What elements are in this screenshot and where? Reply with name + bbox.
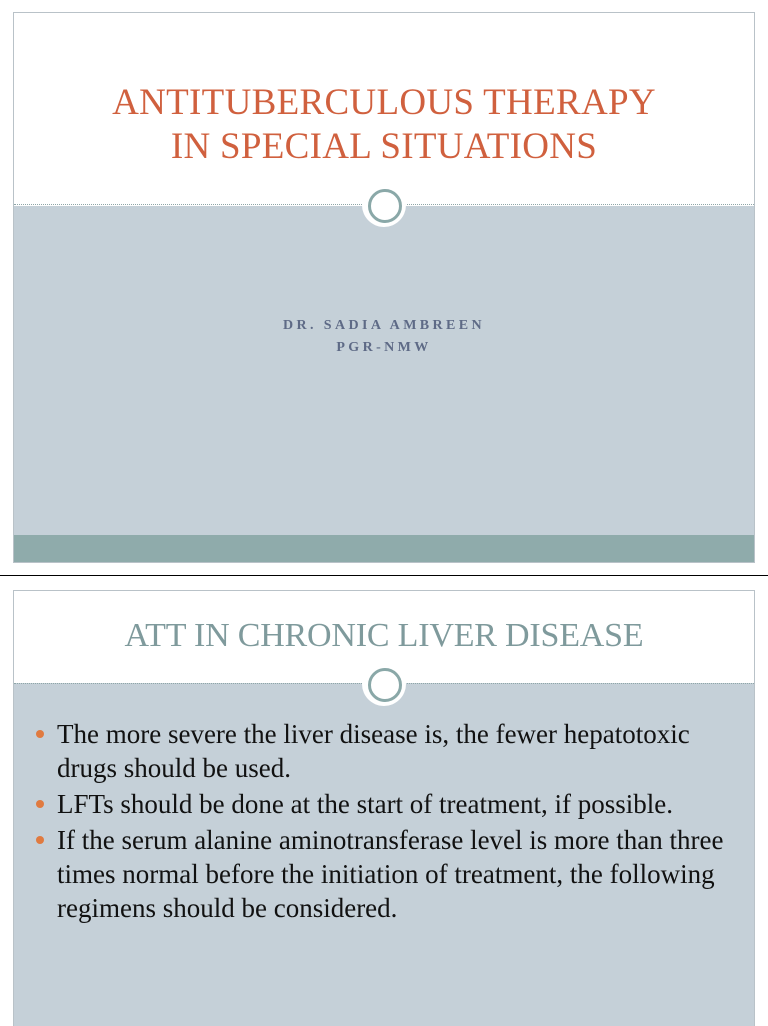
bullet-dot-icon xyxy=(36,836,44,844)
list-item xyxy=(36,717,742,785)
author-block xyxy=(14,315,754,359)
title-line-2: IN SPECIAL SITUATIONS xyxy=(170,126,598,167)
slide-title xyxy=(14,81,754,169)
bullet-dot-icon xyxy=(36,800,44,808)
circle-ornament-icon xyxy=(362,183,406,227)
slide-2-frame xyxy=(13,590,755,1026)
bullet-text: If the serum alanine aminotransferase level is more than three times normal before the initiation of treatment, the following regimens should be considered. xyxy=(57,825,724,923)
title-line-1: ANTITUBERCULOUS THERAPY xyxy=(112,82,656,123)
slide-1-frame xyxy=(13,12,755,563)
bottom-accent-bar xyxy=(14,535,754,562)
author-name: DR. SADIA AMBREEN xyxy=(282,318,486,333)
slide-2 xyxy=(0,575,768,1024)
list-item xyxy=(36,823,742,925)
bullet-dot-icon xyxy=(36,730,44,738)
author-affiliation: PGR-NMW xyxy=(336,340,432,355)
circle-ornament-icon xyxy=(362,662,406,706)
bullet-list xyxy=(36,717,742,927)
slide-title: ATT IN CHRONIC LIVER DISEASE xyxy=(124,617,644,654)
list-item xyxy=(36,787,742,821)
bullet-text: LFTs should be done at the start of treatment, if possible. xyxy=(57,789,673,819)
bullet-text: The more severe the liver disease is, the fewer hepatotoxic drugs should be used. xyxy=(57,719,690,783)
